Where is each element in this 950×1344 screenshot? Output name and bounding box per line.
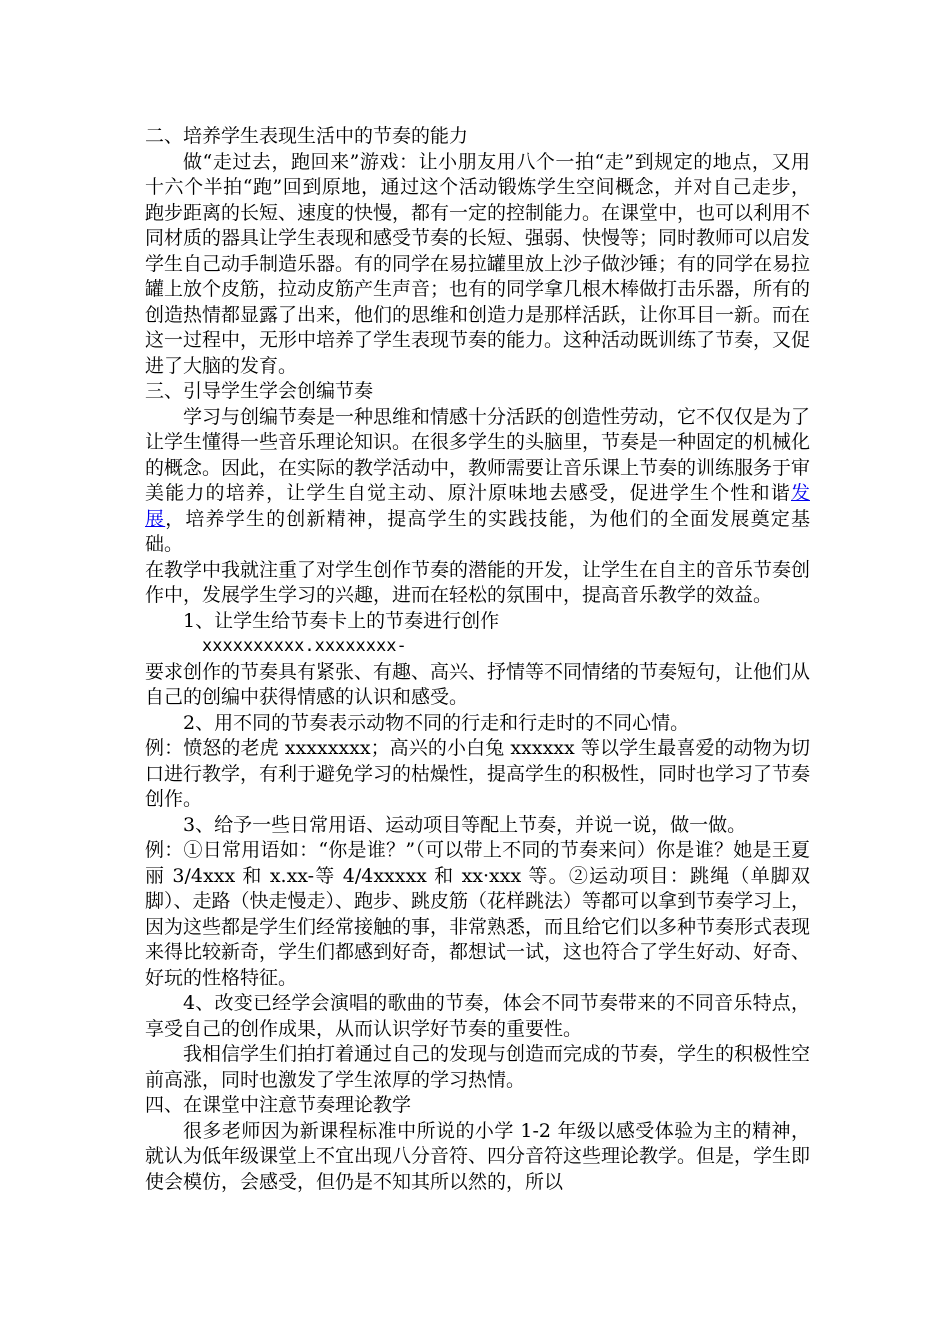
section-heading-2: 二、培养学生表现生活中的节奏的能力 bbox=[145, 125, 469, 147]
paragraph bbox=[145, 405, 810, 558]
paragraph: 很多老师因为新课程标准中所说的小学 1-2 年级以感受体验为主的精神，就认为低年级课堂上不宜出现八分音符、四分音符这些理论教学。但是，学生即使会模仿，会感受，但仍是不知其所以然的，所以 bbox=[145, 1119, 811, 1193]
paragraph: 例：①日常用语如：“你是谁？”（可以带上不同的节奏来问）你是谁？她是王夏丽 3/4xxx 和 x.xx-等 4/4xxxxx 和 xx·xxx 等。②运动项目：跳绳（单脚双脚）、走路（快走慢走）、跑步、跳皮筋（花样跳法）等都可以拿到节奏学习上，因为这些都是学生们经常接触的事，非常熟悉，而且给它们以多种节奏形式表现来得比较新奇，学生们都感到好奇，都想试一试，这也符合了学生好动、好奇、好玩的性格特征。 bbox=[145, 839, 811, 989]
development-link[interactable]: 发展 bbox=[145, 482, 810, 530]
paragraph: 我相信学生们拍打着通过自己的发现与创造而完成的节奏，学生的积极性空前高涨，同时也激发了学生浓厚的学习热情。 bbox=[145, 1043, 811, 1091]
list-item-1: 1、让学生给节奏卡上的节奏进行创作 bbox=[183, 609, 500, 632]
paragraph: 在教学中我就注重了对学生创作节奏的潜能的开发，让学生在自主的音乐节奏创作中，发展学生学习的兴趣，进而在轻松的氛围中，提高音乐教学的效益。 bbox=[145, 558, 811, 606]
list-item-4: 4、改变已经学会演唱的歌曲的节奏，体会不同节奏带来的不同音乐特点，享受自己的创作成果，从而认识学好节奏的重要性。 bbox=[145, 992, 810, 1040]
rhythm-notation: xxxxxxxxxx.xxxxxxxx- bbox=[202, 636, 407, 656]
paragraph: 做“走过去，跑回来”游戏：让小朋友用八个一拍“走”到规定的地点，又用十六个半拍“跑”回到原地，通过这个活动锻炼学生空间概念，并对自己走步，跑步距离的长短、速度的快慢，都有一定的控制能力。在课堂中，也可以利用不同材质的器具让学生表现和感受节奏的长短、强弱、快慢等；同时教师可以启发学生自己动手制造乐器。有的同学在易拉罐里放上沙子做沙锤；有的同学在易拉罐上放个皮筋，拉动皮筋产生声音；也有的同学拿几根木棒做打击乐器，所有的创造热情都显露了出来，他们的思维和创造力是那样活跃，让你耳目一新。而在这一过程中，无形中培养了学生表现节奏的能力。这种活动既训练了节奏，又促进了大脑的发育。 bbox=[145, 150, 811, 377]
paragraph-text: 学习与创编节奏是一种思维和情感十分活跃的创造性劳动，它不仅仅是为了让学生懂得一些音乐理论知识。在很多学生的头脑里，节奏是一种固定的机械化的概念。因此，在实际的教学活动中，教师需要让音乐课上节奏的训练服务于审美能力的培养，让学生自觉主动、原汁原味地去感受，促进学生个性和谐 bbox=[145, 405, 811, 504]
paragraph: 要求创作的节奏具有紧张、有趣、高兴、抒情等不同情绪的节奏短句，让他们从自己的创编中获得情感的认识和感受。 bbox=[145, 660, 811, 708]
list-item-2: 2、用不同的节奏表示动物不同的行走和行走时的不同心情。 bbox=[183, 711, 690, 734]
section-heading-4: 四、在课堂中注意节奏理论教学 bbox=[145, 1094, 412, 1116]
paragraph-text: ，培养学生的创新精神，提高学生的实践技能，为他们的全面发展奠定基础。 bbox=[145, 507, 810, 555]
paragraph: 例：愤怒的老虎 xxxxxxxx；高兴的小白兔 xxxxxx 等以学生最喜爱的动物为切口进行教学，有利于避免学习的枯燥性，提高学生的积极性，同时也学习了节奏创作。 bbox=[145, 737, 811, 810]
list-item-3: 3、给予一些日常用语、运动项目等配上节奏，并说一说，做一做。 bbox=[183, 813, 747, 836]
document-page bbox=[145, 124, 810, 1195]
section-heading-3: 三、引导学生学会创编节奏 bbox=[145, 380, 374, 402]
